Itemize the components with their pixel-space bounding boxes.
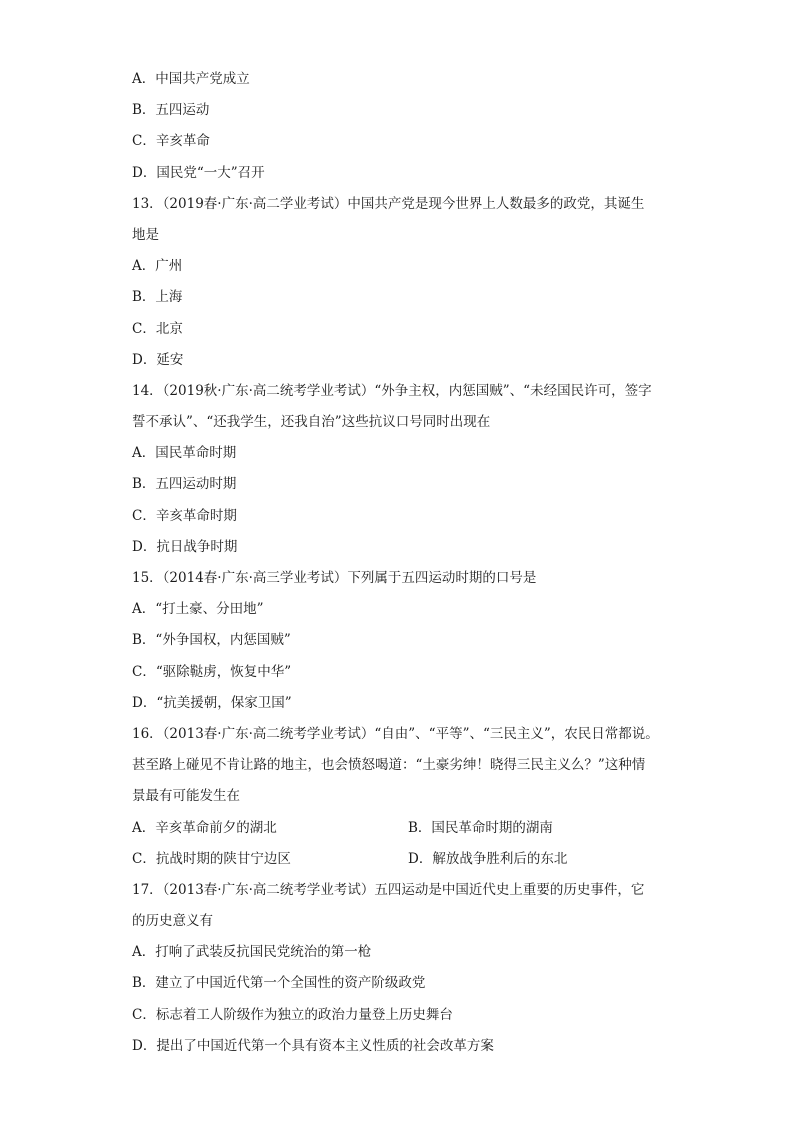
q12-option-d: D．国民党“一大”召开 — [132, 164, 265, 181]
q13-option-b: B．上海 — [132, 289, 183, 306]
q15-option-d: D．“抗美援朝，保家卫国” — [132, 694, 292, 711]
q15-option-a: A．“打土豪、分田地” — [132, 601, 264, 618]
q16-option-c: C．抗战时期的陕甘宁边区 — [132, 850, 291, 867]
q12-option-c: C．辛亥革命 — [132, 133, 210, 150]
q12-option-b: B．五四运动 — [132, 102, 210, 119]
q16-options-row-2 — [132, 844, 692, 875]
q17-option-c: C．标志着工人阶级作为独立的政治力量登上历史舞台 — [132, 1006, 453, 1023]
question-list — [132, 64, 692, 1062]
q13-option-a: A．广州 — [132, 258, 183, 275]
q14-option-a: A．国民革命时期 — [132, 445, 237, 462]
q13-stem-line-1: 13．（2019春·广东·高二学业考试）中国共产党是现今世界上人数最多的政党，其诞生 — [132, 195, 645, 212]
q17-stem-line-1: 17．（2013春·广东·高二统考学业考试）五四运动是中国近代史上重要的历史事件，它 — [132, 881, 645, 898]
q13-option-c: C．北京 — [132, 320, 183, 337]
q16-stem-line-2: 甚至路上碰见不肯让路的地主，也会愤怒喝道：“土豪劣绅！晓得三民主义么？”这种情 — [132, 757, 646, 774]
q14-option-c: C．辛亥革命时期 — [132, 507, 237, 524]
question-15 — [132, 563, 692, 719]
question-12 — [132, 64, 692, 189]
question-13 — [132, 189, 692, 376]
q16-option-b: B．国民革命时期的湖南 — [408, 819, 553, 836]
question-16 — [132, 719, 692, 875]
q13-stem-line-2: 地是 — [132, 226, 159, 243]
q17-option-a: A．打响了武装反抗国民党统治的第一枪 — [132, 944, 372, 961]
q16-option-a: A．辛亥革命前夕的湖北 — [132, 819, 277, 836]
q16-options-row-1 — [132, 813, 692, 844]
q16-stem-line-1: 16．（2013春·广东·高二统考学业考试）“自由”、“平等”、“三民主义”，农民日常都说。 — [132, 725, 659, 742]
question-14 — [132, 376, 692, 563]
q13-option-d: D．延安 — [132, 351, 184, 368]
q14-option-b: B．五四运动时期 — [132, 476, 237, 493]
q14-stem-line-2: 誓不承认”、“还我学生，还我自治”这些抗议口号同时出现在 — [132, 414, 491, 431]
q14-option-d: D．抗日战争时期 — [132, 538, 238, 555]
question-17 — [132, 875, 692, 1062]
q15-option-b: B．“外争国权，内惩国贼” — [132, 632, 291, 649]
q17-stem-line-2: 的历史意义有 — [132, 913, 213, 930]
q15-option-c: C．“驱除鞑虏，恢复中华” — [132, 663, 292, 680]
q16-stem-line-3: 景最有可能发生在 — [132, 788, 240, 805]
q12-option-a: A．中国共产党成立 — [132, 71, 250, 87]
q15-stem-line-1: 15．（2014春·广东·高三学业考试）下列属于五四运动时期的口号是 — [132, 570, 537, 586]
q17-option-b: B．建立了中国近代第一个全国性的资产阶级政党 — [132, 975, 426, 992]
q16-option-d: D．解放战争胜利后的东北 — [408, 850, 568, 867]
q14-stem-line-1: 14．（2019秋·广东·高二统考学业考试）“外争主权，内惩国贼”、“未经国民许可，签字 — [132, 382, 652, 399]
q17-option-d: D．提出了中国近代第一个具有资本主义性质的社会改革方案 — [132, 1037, 494, 1054]
